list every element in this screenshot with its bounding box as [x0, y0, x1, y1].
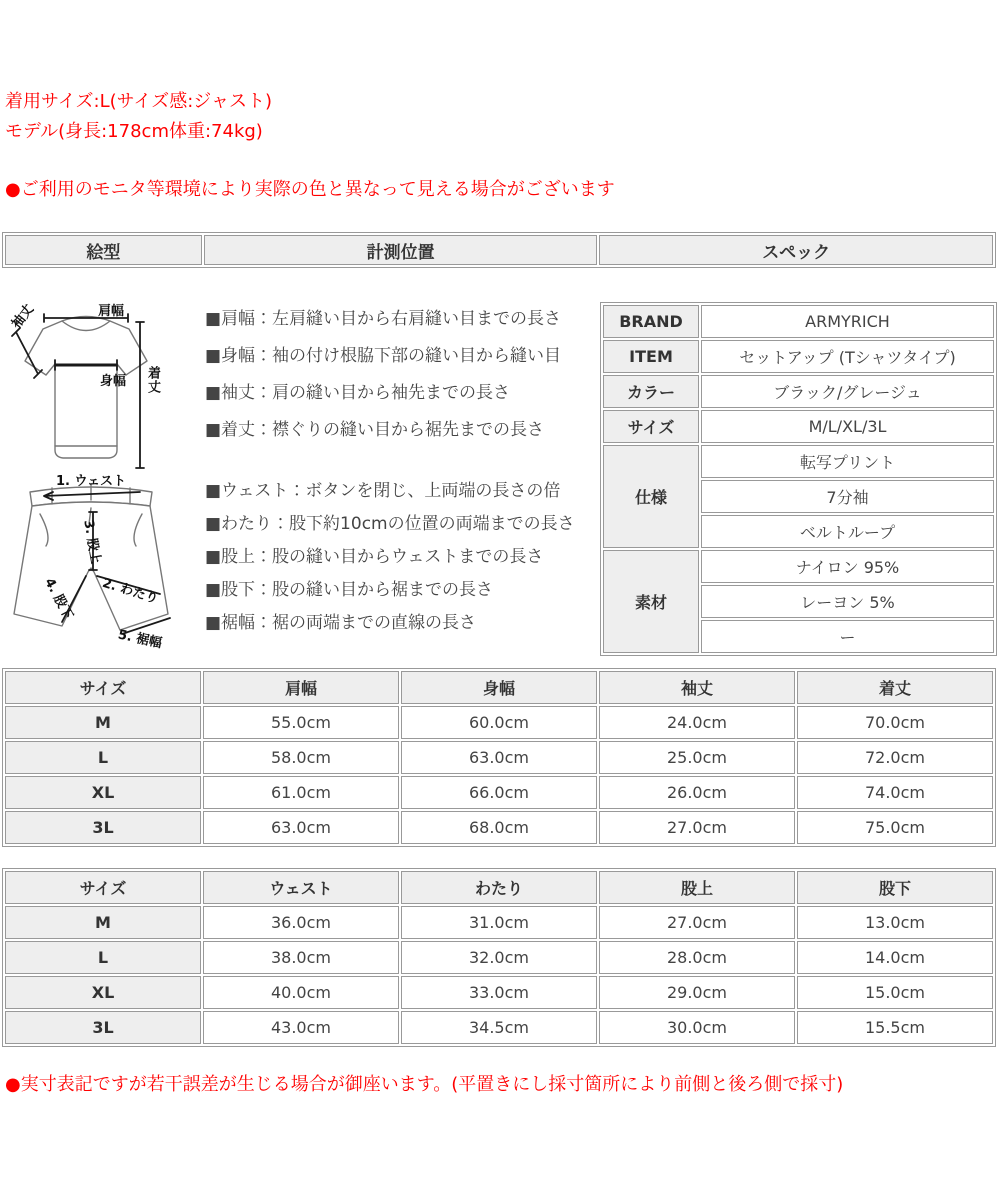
spec-value-material-3: ー — [701, 620, 994, 653]
shorts-thigh-label: 2. わたり — [100, 575, 160, 607]
spec-row-material-1 — [603, 550, 994, 583]
value-cell: 27.0cm — [599, 906, 795, 939]
value-cell: 68.0cm — [401, 811, 597, 844]
bottoms-header-row — [5, 871, 993, 904]
value-cell: 25.0cm — [599, 741, 795, 774]
tops-header-shoulder: 肩幅 — [203, 671, 399, 704]
spec-label-size: サイズ — [603, 410, 699, 443]
size-cell: 3L — [5, 1011, 201, 1044]
value-cell: 30.0cm — [599, 1011, 795, 1044]
spec-row-color — [603, 375, 994, 408]
bottoms-header-waist: ウェスト — [203, 871, 399, 904]
col-header-measure-position: 計測位置 — [204, 235, 598, 265]
spec-label-item: ITEM — [603, 340, 699, 373]
spec-label-color: カラー — [603, 375, 699, 408]
spec-value-brand: ARMYRICH — [701, 305, 994, 338]
value-cell: 60.0cm — [401, 706, 597, 739]
tshirt-length-label: 着丈 — [145, 366, 160, 394]
bottoms-header-rise: 股上 — [599, 871, 795, 904]
tshirt-shoulder-label: 肩幅 — [98, 304, 125, 319]
shorts-inseam-label: 4. 股下 — [41, 575, 76, 623]
value-cell: 70.0cm — [797, 706, 993, 739]
tops-header-size: サイズ — [5, 671, 201, 704]
tops-row-l — [5, 741, 993, 774]
size-cell: M — [5, 706, 201, 739]
spec-label-brand: BRAND — [603, 305, 699, 338]
spec-label-material: 素材 — [603, 550, 699, 653]
measure-note-inseam: ■股下：股の縫い目から裾までの長さ — [205, 580, 494, 600]
model-note: モデル(身長:178cm体重:74kg) — [5, 121, 263, 142]
tshirt-chest-label: 身幅 — [100, 374, 127, 389]
value-cell: 74.0cm — [797, 776, 993, 809]
value-cell: 72.0cm — [797, 741, 993, 774]
value-cell: 15.0cm — [797, 976, 993, 1009]
spec-label-features: 仕様 — [603, 445, 699, 548]
value-cell: 28.0cm — [599, 941, 795, 974]
spec-row-item — [603, 340, 994, 373]
spec-value-feature-3: ベルトループ — [701, 515, 994, 548]
value-cell: 58.0cm — [203, 741, 399, 774]
size-cell: L — [5, 741, 201, 774]
shorts-waist-label: 1. ウェスト — [56, 474, 126, 489]
value-cell: 63.0cm — [203, 811, 399, 844]
shorts-hem-label: 5. 裾幅 — [116, 627, 164, 652]
value-cell: 66.0cm — [401, 776, 597, 809]
value-cell: 63.0cm — [401, 741, 597, 774]
value-cell: 36.0cm — [203, 906, 399, 939]
tops-header-chest: 身幅 — [401, 671, 597, 704]
spec-value-size: M/L/XL/3L — [701, 410, 994, 443]
bottoms-row-m — [5, 906, 993, 939]
value-cell: 75.0cm — [797, 811, 993, 844]
size-cell: L — [5, 941, 201, 974]
spec-value-material-2: レーヨン 5% — [701, 585, 994, 618]
value-cell: 27.0cm — [599, 811, 795, 844]
value-cell: 15.5cm — [797, 1011, 993, 1044]
bottoms-row-l — [5, 941, 993, 974]
spec-row-brand — [603, 305, 994, 338]
col-header-pattern: 絵型 — [5, 235, 202, 265]
measure-note-sleeve: ■袖丈：肩の縫い目から袖先までの長さ — [205, 383, 511, 403]
bottoms-header-thigh: わたり — [401, 871, 597, 904]
tshirt-sleeve-label: 袖丈 — [9, 301, 37, 332]
measure-note-chest: ■身幅：袖の付け根脇下部の縫い目から縫い目 — [205, 346, 562, 366]
value-cell: 40.0cm — [203, 976, 399, 1009]
bottoms-row-3l — [5, 1011, 993, 1044]
value-cell: 31.0cm — [401, 906, 597, 939]
bottoms-row-xl — [5, 976, 993, 1009]
value-cell: 33.0cm — [401, 976, 597, 1009]
measure-note-length: ■着丈：襟ぐりの縫い目から裾先までの長さ — [205, 420, 545, 440]
value-cell: 32.0cm — [401, 941, 597, 974]
monitor-color-note: ●ご利用のモニタ等環境により実際の色と異なって見える場合がございます — [5, 179, 615, 200]
measure-note-shoulder: ■肩幅：左肩縫い目から右肩縫い目までの長さ — [205, 309, 562, 329]
tops-size-table — [2, 668, 996, 847]
measure-note-rise: ■股上：股の縫い目からウェストまでの長さ — [205, 547, 544, 567]
value-cell: 14.0cm — [797, 941, 993, 974]
spec-value-item: セットアップ (Tシャツタイプ) — [701, 340, 994, 373]
col-header-spec: スペック — [599, 235, 993, 265]
value-cell: 61.0cm — [203, 776, 399, 809]
value-cell: 55.0cm — [203, 706, 399, 739]
tops-header-length: 着丈 — [797, 671, 993, 704]
accuracy-note: ●実寸表記ですが若干誤差が生じる場合が御座います。(平置きにし採寸箇所により前側と後ろ側で採寸) — [5, 1074, 844, 1095]
bottoms-header-size: サイズ — [5, 871, 201, 904]
spec-table — [600, 302, 997, 656]
spec-row-size — [603, 410, 994, 443]
spec-value-material-1: ナイロン 95% — [701, 550, 994, 583]
value-cell: 26.0cm — [599, 776, 795, 809]
tops-header-row — [5, 671, 993, 704]
value-cell: 38.0cm — [203, 941, 399, 974]
wear-size-note: 着用サイズ:L(サイズ感:ジャスト) — [5, 91, 272, 112]
value-cell: 24.0cm — [599, 706, 795, 739]
value-cell: 34.5cm — [401, 1011, 597, 1044]
tops-row-xl — [5, 776, 993, 809]
value-cell: 29.0cm — [599, 976, 795, 1009]
size-cell: 3L — [5, 811, 201, 844]
tops-row-3l — [5, 811, 993, 844]
size-cell: XL — [5, 976, 201, 1009]
section-header-table — [2, 232, 996, 268]
spec-value-feature-2: 7分袖 — [701, 480, 994, 513]
section-header-row — [5, 235, 993, 265]
tops-header-sleeve: 袖丈 — [599, 671, 795, 704]
spec-value-feature-1: 転写プリント — [701, 445, 994, 478]
measure-note-hem: ■裾幅：裾の両端までの直線の長さ — [205, 613, 477, 633]
shorts-rise-label: 3. 股上 — [80, 518, 103, 566]
bottoms-size-table — [2, 868, 996, 1047]
size-cell: M — [5, 906, 201, 939]
tops-row-m — [5, 706, 993, 739]
bottoms-header-inseam: 股下 — [797, 871, 993, 904]
value-cell: 13.0cm — [797, 906, 993, 939]
size-cell: XL — [5, 776, 201, 809]
measure-note-thigh: ■わたり：股下約10cmの位置の両端までの長さ — [205, 514, 575, 534]
spec-value-color: ブラック/グレージュ — [701, 375, 994, 408]
measure-note-waist: ■ウェスト：ボタンを閉じ、上両端の長さの倍 — [205, 481, 561, 501]
value-cell: 43.0cm — [203, 1011, 399, 1044]
spec-row-feature-1 — [603, 445, 994, 478]
